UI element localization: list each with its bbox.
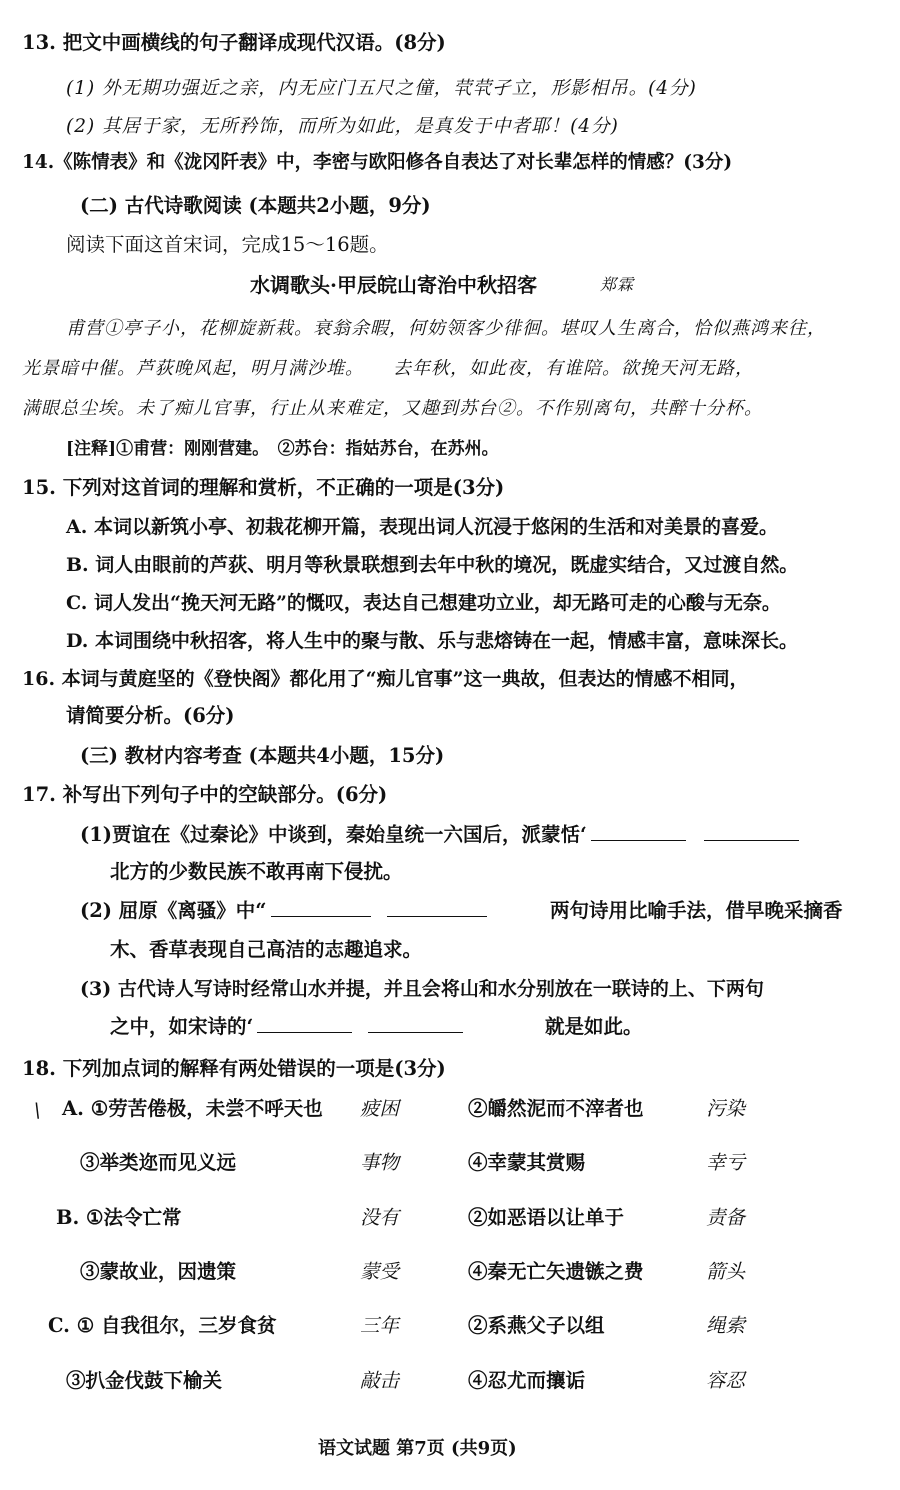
poem-author: 郑霖: [600, 275, 635, 294]
q18-row-0-meaning-1: 疲困: [360, 1097, 400, 1120]
q17-sub3-text: 之中，如宋诗的‘: [110, 1015, 254, 1038]
q18-row-0-meaning-2: 污染: [706, 1097, 746, 1120]
q18-row-3-meaning-1: 蒙受: [360, 1260, 400, 1283]
q17-blank-3[interactable]: [271, 898, 371, 917]
handwritten-mark: \: [34, 1099, 41, 1122]
q18-row-2-item-2: ②如恶语以让单于: [468, 1206, 625, 1229]
q18-row-0-item-1: A. ①劳苦倦极，未尝不呼天也: [62, 1097, 323, 1120]
q15-stem: 15. 下列对这首词的理解和赏析，不正确的一项是(3分): [22, 476, 505, 499]
q13-sub2: (2) 其居于家，无所矜饰，而所为如此，是真发于中者耶！(4分): [66, 116, 619, 137]
q17-sub3-cont: [110, 1014, 467, 1040]
q14-stem: 14.《陈情表》和《泷冈阡表》中，李密与欧阳修各自表达了对长辈怎样的情感？(3分): [22, 152, 733, 173]
poem-title: 水调歌头·甲辰皖山寄治中秋招客: [250, 273, 537, 297]
q18-row-4-item-2: ②系燕父子以组: [468, 1314, 605, 1337]
q16-line-1: 16. 本词与黄庭坚的《登快阁》都化用了“痴儿官事”这一典故，但表达的情感不相同，: [22, 668, 749, 690]
q18-stem: 18. 下列加点词的解释有两处错误的一项是(3分): [22, 1057, 446, 1080]
section2-title: (二) 古代诗歌阅读 (本题共2小题，9分): [80, 194, 431, 217]
q18-row-2-meaning-2: 责备: [706, 1206, 746, 1229]
q17-blank-1[interactable]: [591, 822, 686, 841]
q18-row-2-item-1: B. ①法令亡常: [56, 1206, 182, 1229]
q16-line-2: 请简要分析。(6分): [66, 704, 235, 727]
q18-row-4-item-1: C. ① 自我徂尔，三岁食贫: [48, 1314, 277, 1337]
q18-row-0-item-2: ②皭然泥而不滓者也: [468, 1097, 644, 1120]
q15-option-a: A. 本词以新筑小亭、初栽花柳开篇，表现出词人沉浸于悠闲的生活和对美景的喜爱。: [66, 516, 778, 538]
section2-intro: 阅读下面这首宋词，完成15～16题。: [66, 233, 389, 256]
q17-stem: 17. 补写出下列句子中的空缺部分。(6分): [22, 783, 388, 806]
q17-sub2-end: 木、香草表现自己高洁的志趣追求。: [110, 938, 423, 961]
q17-sub1-cont: 北方的少数民族不敢再南下侵扰。: [110, 860, 403, 883]
q15-option-c: C. 词人发出“挽天河无路”的慨叹，表达自己想建功立业，却无路可走的心酸与无奈。: [66, 592, 781, 614]
q17-sub1-text: (1)贾谊在《过秦论》中谈到，秦始皇统一六国后，派蒙恬‘: [80, 823, 587, 846]
page-footer: 语文试题 第7页 (共9页): [318, 1438, 517, 1459]
q18-row-1-item-2: ④幸蒙其赏赐: [468, 1151, 586, 1174]
q17-sub2-cont: 两句诗用比喻手法，借早晚采摘香: [550, 899, 843, 922]
q18-row-5-meaning-2: 容忍: [706, 1369, 746, 1392]
q18-row-5-meaning-1: 敲击: [360, 1369, 400, 1392]
q17-blank-2[interactable]: [704, 822, 799, 841]
q18-row-5-item-2: ④忍尤而攘诟: [468, 1369, 586, 1392]
q17-sub3-end: 就是如此。: [545, 1015, 643, 1038]
q13-sub1: (1) 外无期功强近之亲，内无应门五尺之僮，茕茕孑立，形影相吊。(4分): [66, 78, 697, 99]
q18-row-2-meaning-1: 没有: [360, 1206, 400, 1229]
poem-note: [注释]①甫营：刚刚营建。 ②苏台：指姑苏台，在苏州。: [66, 439, 499, 459]
poem-line-1: 甫营①亭子小，花柳旋新栽。衰翁余暇，何妨领客少徘徊。堪叹人生离合，恰似燕鸿来往，: [66, 318, 826, 339]
section3-title: (三) 教材内容考查 (本题共4小题，15分): [80, 744, 445, 767]
q17-sub3: (3) 古代诗人写诗时经常山水并提，并且会将山和水分别放在一联诗的上、下两句: [80, 978, 764, 1000]
q18-row-3-item-1: ③蒙故业，因遗策: [80, 1260, 237, 1283]
q18-row-5-item-1: ③扒金伐鼓下榆关: [66, 1369, 223, 1392]
poem-line-3: 满眼总尘埃。未了痴儿官事，行止从来难定，又趣到苏台②。不作别离句，共醉十分杯。: [22, 398, 763, 419]
q18-row-4-meaning-2: 绳索: [706, 1314, 746, 1337]
q13-stem: 13. 把文中画横线的句子翻译成现代汉语。(8分): [22, 31, 446, 54]
poem-line-2: 光景暗中催。芦荻晚风起，明月满沙堆。 去年秋，如此夜，有谁陪。欲挽天河无路，: [22, 358, 754, 379]
q15-option-d: D. 本词围绕中秋招客，将人生中的聚与散、乐与悲熔铸在一起，情感丰富，意味深长。: [66, 630, 799, 652]
q18-row-1-item-1: ③举类迩而见义远: [80, 1151, 237, 1174]
q17-sub1: [80, 822, 803, 848]
q17-blank-5[interactable]: [257, 1014, 352, 1033]
q18-row-4-meaning-1: 三年: [360, 1314, 400, 1337]
q15-option-b: B. 词人由眼前的芦荻、明月等秋景联想到去年中秋的境况，既虚实结合，又过渡自然。: [66, 554, 799, 576]
q18-row-3-meaning-2: 箭头: [706, 1260, 746, 1283]
q18-row-1-meaning-2: 幸亏: [706, 1151, 746, 1174]
q17-blank-4[interactable]: [387, 898, 487, 917]
q17-sub2: [80, 898, 491, 924]
q18-row-3-item-2: ④秦无亡矢遗镞之费: [468, 1260, 644, 1283]
q18-row-1-meaning-1: 事物: [360, 1151, 400, 1174]
q17-blank-6[interactable]: [368, 1014, 463, 1033]
q17-sub2-text: (2) 屈原《离骚》中“: [80, 899, 267, 922]
